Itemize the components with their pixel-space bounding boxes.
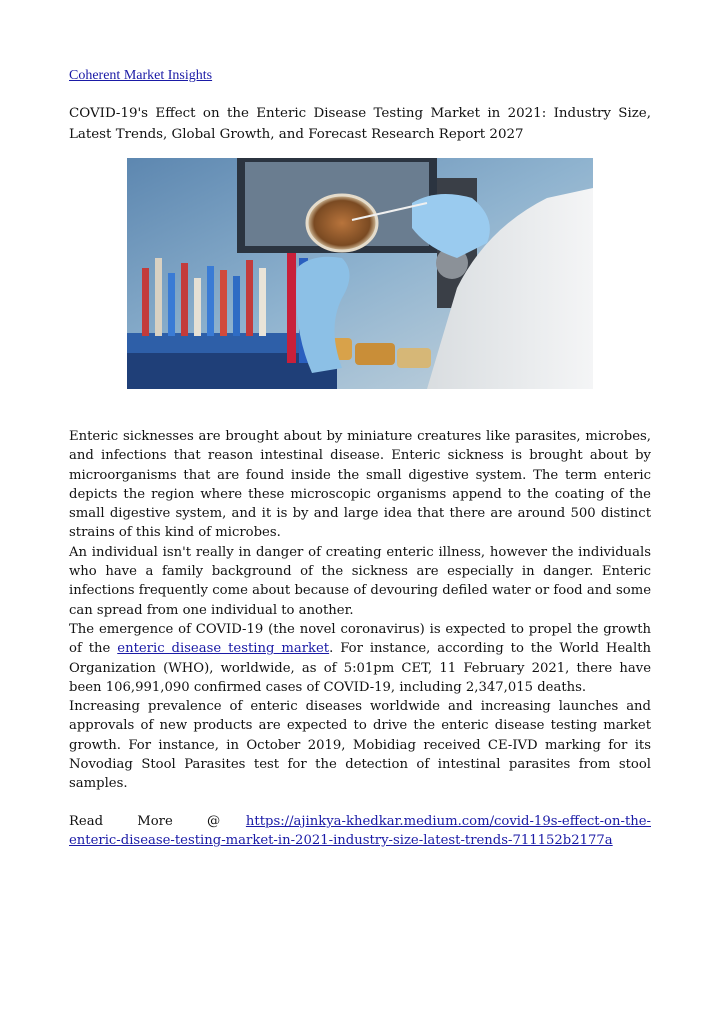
paragraph: Enteric sicknesses are brought about by miniature creatures like parasites, microbes, and infections that reason intestinal disease. Enteric sickness is brought about by microorganisms that are found inside the small digestive system. The term enteric depicts the region where these microscopic organisms append to the coating of the small digestive system, and it is by and large idea that there are around 500 distinct strains of this kind of microbes. (69, 429, 651, 541)
paragraph: Increasing prevalence of enteric diseases worldwide and increasing launches and approvals of new products are expected to drive the enteric disease testing market growth. For instance, in October 2019, Mobidiag received CE-IVD marking for its Novodiag Stool Parasites test for the detection of intestinal parasites from stool samples. (69, 699, 651, 792)
paragraph-text: The emergence of COVID-19 (the novel coronavirus) is expected to propel the growth of the (69, 621, 651, 657)
article-body (69, 427, 651, 794)
lab-photo (127, 158, 593, 389)
read-more-link[interactable]: https://ajinkya-khedkar.medium.com/covid-19s-effect-on-the-enteric-disease-testing-market-in-2021-industry-size-latest-trends-711152b2177a (69, 814, 651, 849)
paragraph (69, 620, 651, 697)
paragraph-text: . For instance, according to the World Health Organization (WHO), worldwide, as of 5:01pm CET, 11 February 2021, there have been 106,991,090 confirmed cases of COVID-19, including 2,347,015 deaths. (69, 641, 651, 695)
article-title: COVID-19's Effect on the Enteric Disease Testing Market in 2021: Industry Size, Latest Trends, Global Growth, and Forecast Research Report 2027 (69, 106, 651, 142)
source-link[interactable]: Coherent Market Insights (69, 68, 213, 83)
paragraph: An individual isn't really in danger of creating enteric illness, however the individuals who have a family background of the sickness are especially in danger. Enteric infections frequently come about because of devouring defiled water or food and some can spread from one individual to another. (69, 544, 651, 618)
read-more-label: Read More @ (69, 814, 221, 829)
read-more (69, 812, 651, 851)
market-link[interactable]: enteric disease testing market (117, 641, 330, 657)
